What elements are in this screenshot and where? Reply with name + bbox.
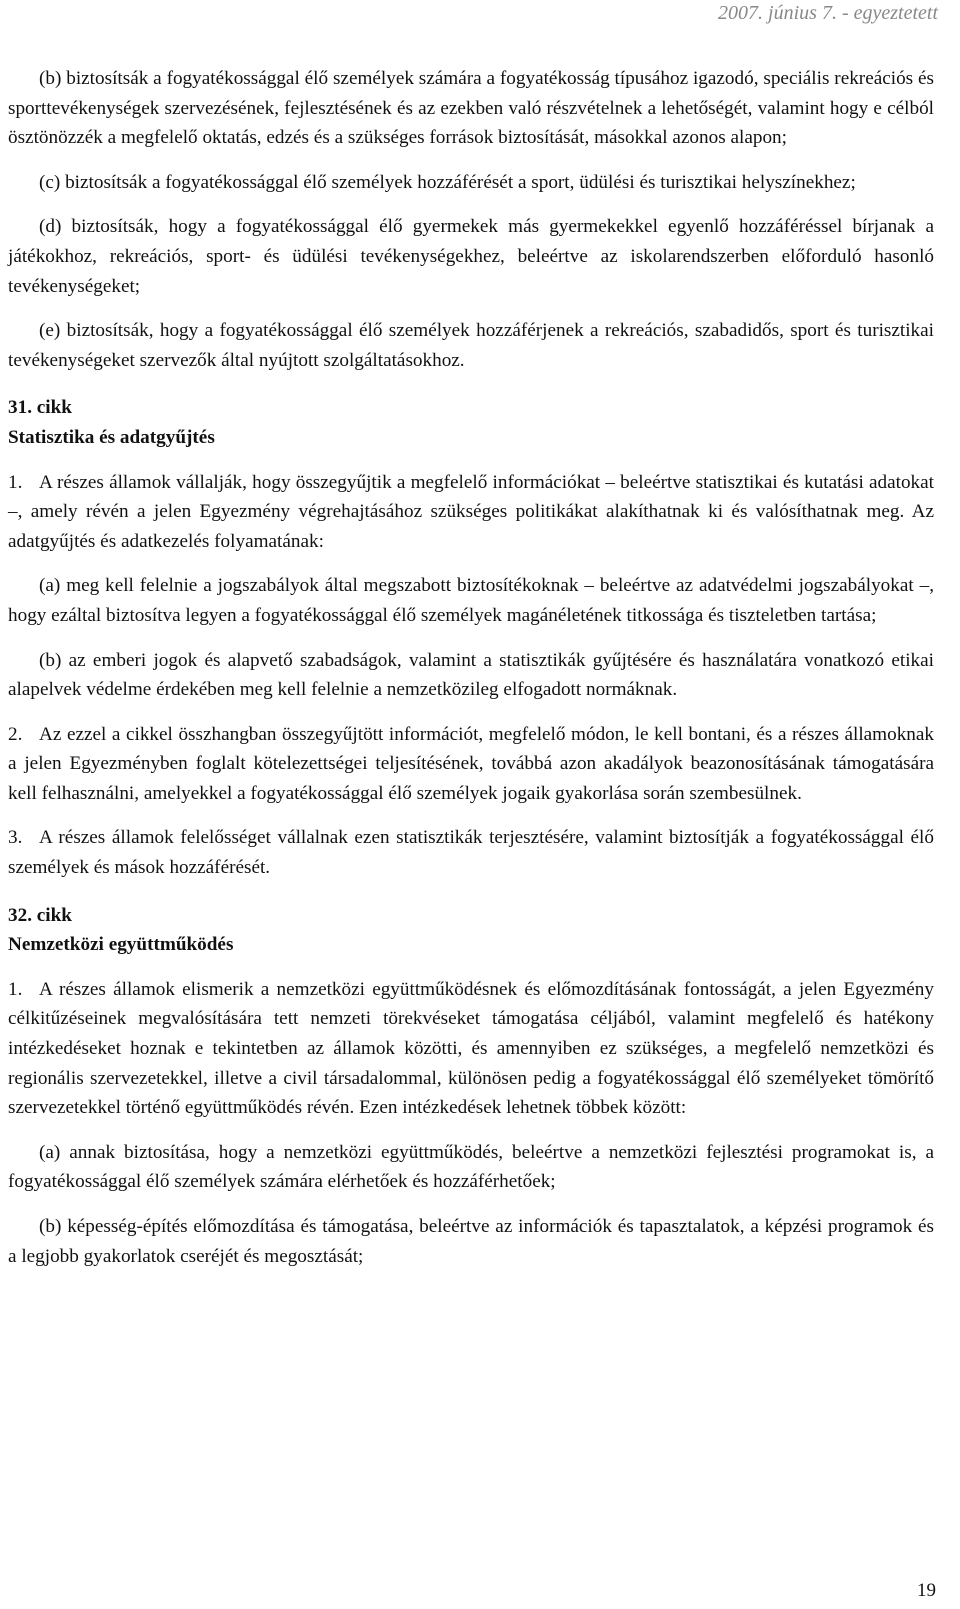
- paragraph-32-1-text: A részes államok elismerik a nemzetközi együttműködésnek és előmozdításának fontosságát, a jelen Egyezmény célkitűzéseinek megvalósítására tett nemzeti törekvéseket támogatása céljából, valamint megfelelő és hatékony intézkedéseket hoznak e tekintetben az államok közötti, és amennyiben ez szükséges, a megfelelő nemzetközi és regionális szervezetekkel, illetve a civil társadalommal, különösen pedig a fogyatékossággal élő személyeket tömörítő szervezetekkel történő együttműködés révén. Ezen intézkedések lehetnek többek között:: [8, 978, 934, 1119]
- paragraph-31-3: [8, 823, 934, 882]
- paragraph-30-b: (b) biztosítsák a fogyatékossággal élő személyek számára a fogyatékosság típusához igazodó, speciális rekreációs és sporttevékenységek szervezésének, fejlesztésének és az ezekben való részvételnek a lehetőségét, valamint hogy e célból ösztönözzék a megfelelő oktatás, edzés és a szükséges források biztosítását, másokkal azonos alapon;: [8, 68, 934, 149]
- paragraph-32-1-a: (a) annak biztosítása, hogy a nemzetközi együttműködés, beleértve a nemzetközi fejlesztési programokat is, a fogyatékossággal élő személyek számára elérhetőek és hozzáférhetőek;: [8, 1141, 934, 1193]
- article-31-title: Statisztika és adatgyűjtés: [8, 426, 215, 448]
- paragraph-31-3-text: A részes államok felelősséget vállalnak ezen statisztikák terjesztésére, valamint biztosítják a fogyatékossággal élő személyek és mások hozzáférését.: [8, 827, 934, 879]
- paragraph-32-1-number: 1.: [8, 978, 23, 1000]
- paragraph-31-2: [8, 720, 934, 809]
- paragraph-31-1-a: (a) meg kell felelnie a jogszabályok által megszabott biztosítékoknak – beleértve az adatvédelmi jogszabályokat –, hogy ezáltal biztosítva legyen a fogyatékossággal élő személyek magánéletének titkossága és tiszteletben tartása;: [8, 575, 934, 626]
- page-number: 19: [917, 1580, 936, 1601]
- article-31-number: 31. cikk: [8, 397, 72, 419]
- paragraph-31-1-b: (b) az emberi jogok és alapvető szabadságok, valamint a statisztikák gyűjtésére és használatára vonatkozó etikai alapelvek védelme érdekében meg kell felelnie a nemzetközileg elfogadott normáknak.: [8, 649, 934, 701]
- paragraph-31-1-number: 1.: [8, 471, 23, 493]
- paragraph-30-e: (e) biztosítsák, hogy a fogyatékossággal élő személyek hozzáférjenek a rekreációs, szabadidős, sport és turisztikai tevékenységeket szervezők által nyújtott szolgáltatásokhoz.: [8, 320, 934, 371]
- paragraph-31-2-number: 2.: [8, 723, 23, 745]
- paragraph-31-1-text: A részes államok vállalják, hogy összegyűjtik a megfelelő információkat – beleértve statisztikai és kutatási adatokat –, amely révén a jelen Egyezmény végrehajtásához szükséges politikákat alakíthatnak ki és valósíthatnak meg. Az adatgyűjtés és adatkezelés folyamatának:: [8, 471, 934, 552]
- paragraph-31-1: [8, 468, 934, 557]
- article-32-number: 32. cikk: [8, 904, 72, 926]
- document-body: [8, 64, 934, 1271]
- article-32-title: Nemzetközi együttműködés: [8, 934, 234, 956]
- paragraph-31-2-text: Az ezzel a cikkel összhangban összegyűjtött információt, megfelelő módon, le kell bontani, és a részes államoknak a jelen Egyezményben foglalt kötelezettségei teljesítésének, továbbá azon akadályok beazonosításának támogatására kell felhasználni, amelyekkel a fogyatékossággal élő személyek jogaik gyakorlása során szembesülnek.: [8, 723, 934, 804]
- paragraph-30-c: (c) biztosítsák a fogyatékossággal élő személyek hozzáférését a sport, üdülési és turisztikai helyszínekhez;: [39, 171, 856, 193]
- page-header-date: 2007. június 7. - egyeztetett: [718, 2, 938, 24]
- paragraph-31-3-number: 3.: [8, 827, 23, 849]
- paragraph-32-1-b: (b) képesség-építés előmozdítása és támogatása, beleértve az információk és tapasztalatok, a képzési programok és a legjobb gyakorlatok cseréjét és megosztását;: [8, 1216, 934, 1267]
- paragraph-30-d: (d) biztosítsák, hogy a fogyatékossággal élő gyermekek más gyermekekkel egyenlő hozzáféréssel bírjanak a játékokhoz, rekreációs, sport- és üdülési tevékenységekhez, beleértve az iskolarendszerben előforduló hasonló tevékenységeket;: [8, 216, 934, 297]
- paragraph-32-1: [8, 975, 934, 1123]
